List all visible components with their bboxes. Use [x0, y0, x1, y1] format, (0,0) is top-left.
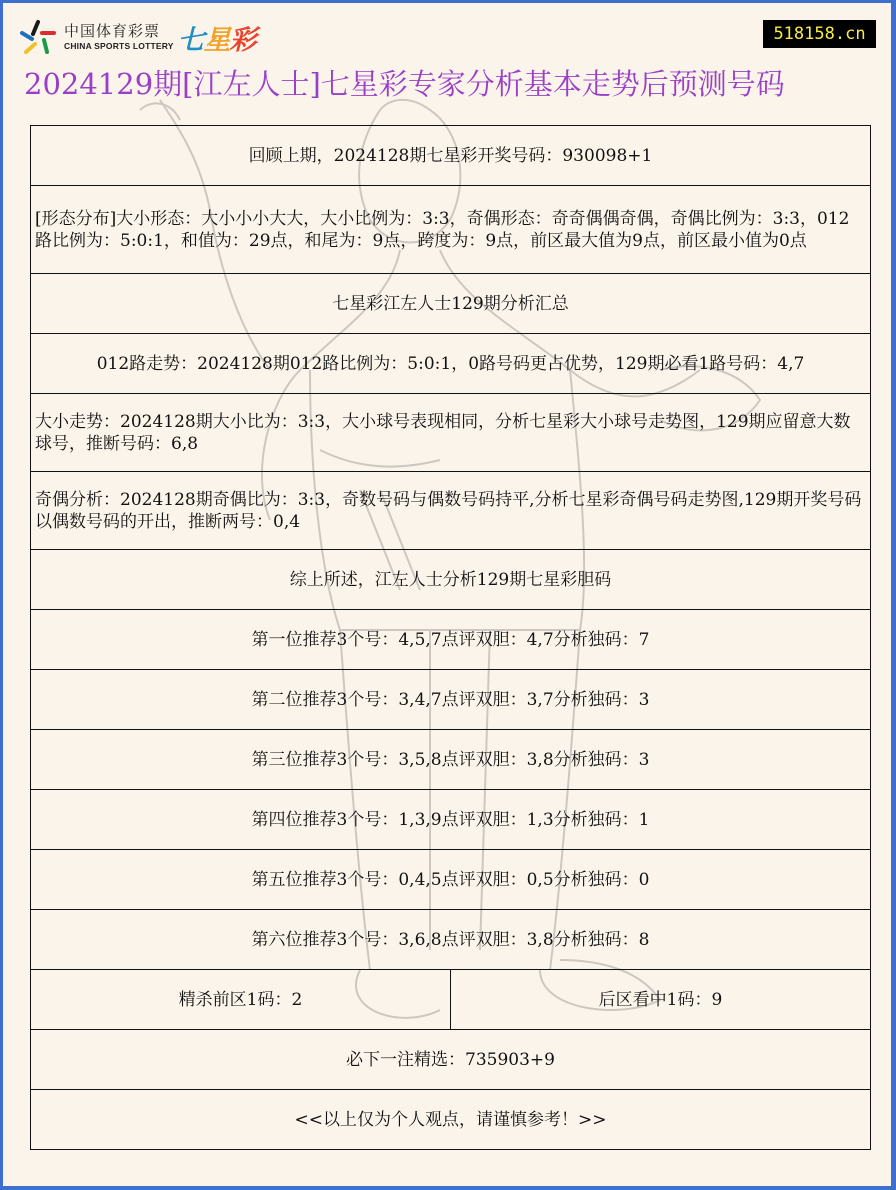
size-trend-analysis: 大小走势：2024128期大小比为：3:3，大小球号表现相同，分析七星彩大小球号走势图，129期应留意大数球号，推断号码：6,8	[31, 394, 871, 472]
table-row	[31, 670, 871, 730]
position-1-recommendation: 第一位推荐3个号：4,5,7点评双胆：4,7分析独码：7	[31, 610, 871, 670]
table-row	[31, 730, 871, 790]
site-badge: 518158.cn	[763, 20, 876, 48]
table-row	[31, 790, 871, 850]
logo-chinese-text: 中国体育彩票	[64, 21, 161, 40]
logo-english-text: CHINA SPORTS LOTTERY	[64, 40, 174, 51]
table-row	[31, 970, 871, 1030]
position-5-recommendation: 第五位推荐3个号：0,4,5点评双胆：0,5分析独码：0	[31, 850, 871, 910]
summary-title: 七星彩江左人士129期分析汇总	[31, 274, 871, 334]
table-row	[31, 910, 871, 970]
table-row	[31, 186, 871, 274]
table-row	[31, 550, 871, 610]
form-distribution: [形态分布]大小形态：大小小小大大，大小比例为：3:3，奇偶形态：奇奇偶偶奇偶，奇偶比例为：3:3，012路比例为：5:0:1，和值为：29点，和尾为：9点，跨度为：9点，前区最大值为9点，前区最小值为0点	[31, 186, 871, 274]
disclaimer: <<以上仅为个人观点，请谨慎参考！>>	[31, 1090, 871, 1150]
odd-even-analysis: 奇偶分析：2024128期奇偶比为：3:3，奇数号码与偶数号码持平,分析七星彩奇偶号码走势图,129期开奖号码以偶数号码的开出，推断两号：0,4	[31, 472, 871, 550]
kill-front-zone: 精杀前区1码：2	[31, 970, 451, 1030]
analysis-table	[30, 125, 871, 1150]
china-sports-lottery-logo	[18, 18, 256, 56]
position-2-recommendation: 第二位推荐3个号：3,4,7点评双胆：3,7分析独码：3	[31, 670, 871, 730]
table-row	[31, 472, 871, 550]
lottery-star-icon	[18, 18, 58, 56]
table-row	[31, 394, 871, 472]
page-title: 2024129期[江左人士]七星彩专家分析基本走势后预测号码	[24, 67, 785, 101]
table-row	[31, 1090, 871, 1150]
table-row	[31, 274, 871, 334]
position-6-recommendation: 第六位推荐3个号：3,6,8点评双胆：3,8分析独码：8	[31, 910, 871, 970]
table-row	[31, 610, 871, 670]
position-4-recommendation: 第四位推荐3个号：1,3,9点评双胆：1,3分析独码：1	[31, 790, 871, 850]
qixingcai-brand: 七星彩	[177, 24, 256, 56]
route-012-analysis: 012路走势：2024128期012路比例为：5:0:1，0路号码更占优势，129期必看1路号码：4,7	[31, 334, 871, 394]
conclusion-title: 综上所述，江左人士分析129期七星彩胆码	[31, 550, 871, 610]
position-3-recommendation: 第三位推荐3个号：3,5,8点评双胆：3,8分析独码：3	[31, 730, 871, 790]
back-zone-pick: 后区看中1码：9	[451, 970, 871, 1030]
must-bet-pick: 必下一注精选：735903+9	[31, 1030, 871, 1090]
review-last-draw: 回顾上期，2024128期七星彩开奖号码：930098+1	[31, 126, 871, 186]
table-row	[31, 1030, 871, 1090]
table-row	[31, 334, 871, 394]
table-row	[31, 850, 871, 910]
table-row	[31, 126, 871, 186]
